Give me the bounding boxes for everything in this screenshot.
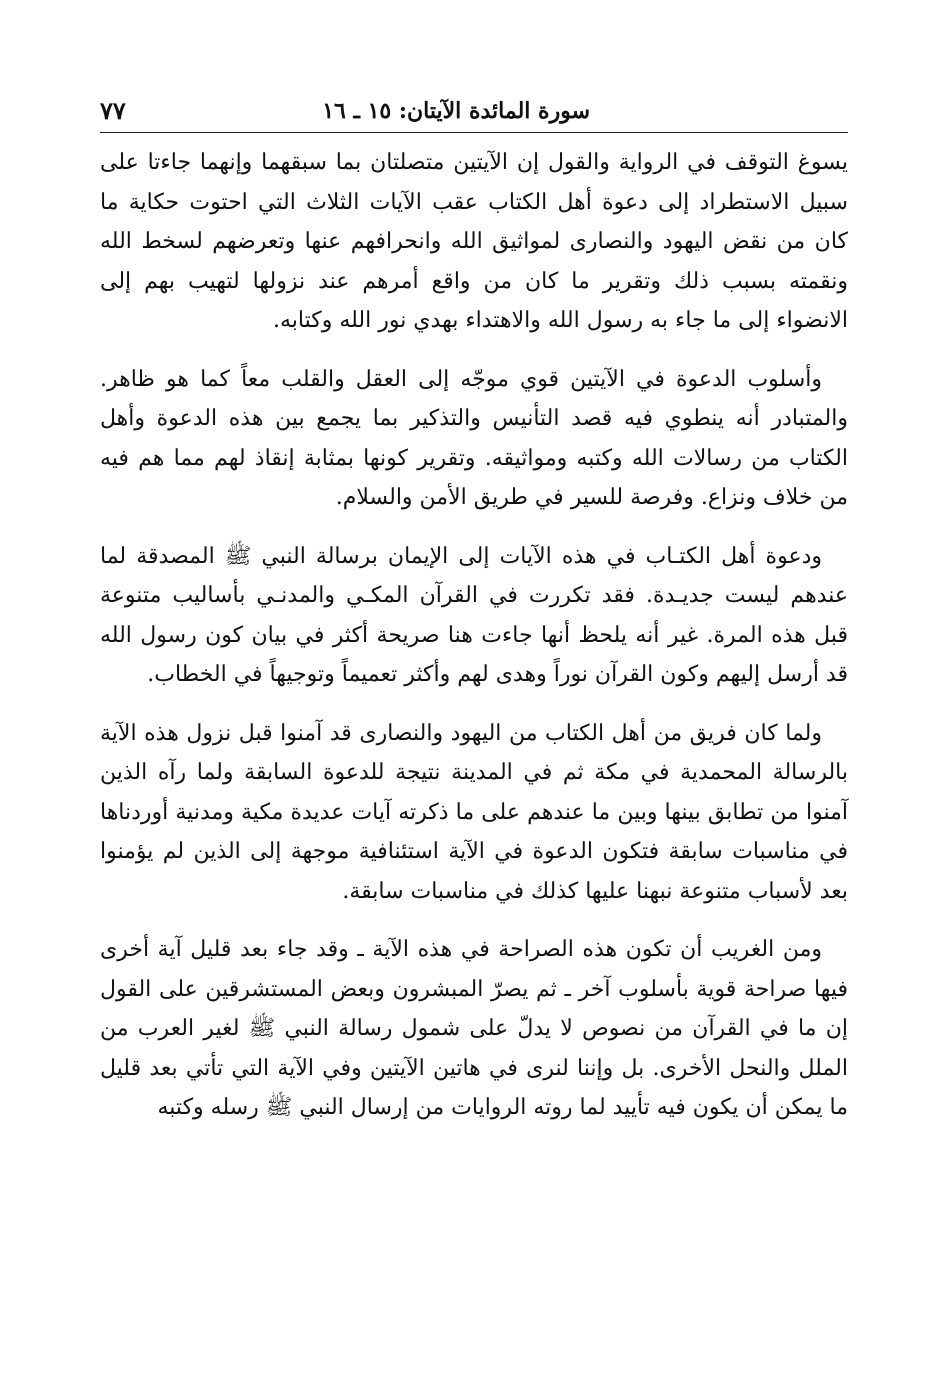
page-number: ٧٧ bbox=[100, 96, 126, 125]
paragraph-4: ولما كان فريق من أهل الكتاب من اليهود والنصارى قد آمنوا قبل نزول هذه الآية بالرسالة المحمدية في مكة ثم في المدينة نتيجة للدعوة السابقة ولما رآه الذين آمنوا من تطابق بينها وبين ما عندهم على ما ذكرته آيات عديدة مكية ومدنية أوردناها في مناسبات سابقة فتكون الدعوة في الآية استئنافية موجهة إلى الذين لم يؤمنوا بعد لأسباب متنوعة نبهنا عليها كذلك في مناسبات سابقة. bbox=[100, 720, 848, 904]
page bbox=[100, 92, 848, 1128]
body-text bbox=[100, 143, 848, 1128]
paragraph-1: يسوغ التوقف في الرواية والقول إن الآيتين متصلتان بما سبقهما وإنهما جاءتا على سبيل الاستطراد إلى دعوة أهل الكتاب عقب الآيات الثلاث التي احتوت حكاية ما كان من نقض اليهود والنصارى لمواثيق الله وانحرافهم عنها وتعرضهم لسخط الله ونقمته بسبب ذلك وتقرير ما كان من واقع أمرهم عند نزولها لتهيب بهم إلى الانضواء إلى ما جاء به رسول الله والاهتداء بهدي نور الله وكتابه. bbox=[100, 150, 848, 333]
paragraph-3: ودعوة أهل الكتـاب في هذه الآيات إلى الإيمان برسالة النبي ﷺ المصدقة لما عندهم ليست جديـدة. فقد تكررت في القرآن المكـي والمدنـي بأساليب متنوعة قبل هذه المرة. غير أنه يلحظ أنها جاءت هنا صريحة أكثر في بيان كون رسول الله قد أرسل إليهم وكون القرآن نوراً وهدى لهم وأكثر تعميماً وتوجيهاً في الخطاب. bbox=[100, 543, 848, 687]
surah-title: سورة المائدة الآيتان: ١٥ ـ ١٦ bbox=[322, 98, 590, 124]
paragraph-5: ومن الغريب أن تكون هذه الصراحة في هذه الآية ـ وقد جاء بعد قليل آية أخرى فيها صراحة قوية بأسلوب آخر ـ ثم يصرّ المبشرون وبعض المستشرقين على القول إن ما في القرآن من نصوص لا يدلّ على شمول رسالة النبي ﷺ لغير العرب من الملل والنحل الأخرى. بل وإننا لنرى في هاتين الآيتين وفي الآية التي تأتي بعد قليل ما يمكن أن يكون فيه تأييد لما روته الروايات من إرسال النبي ﷺ رسله وكتبه bbox=[100, 937, 848, 1120]
page-header bbox=[100, 92, 848, 133]
paragraph-2: وأسلوب الدعوة في الآيتين قوي موجّه إلى العقل والقلب معاً كما هو ظاهر. والمتبادر أنه ينطوي فيه قصد التأنيس والتذكير بما يجمع بين هذه الدعوة وأهل الكتاب من رسالات الله وكتبه ومواثيقه. وتقرير كونها بمثابة إنقاذ لهم مما هم فيه من خلاف ونزاع. وفرصة للسير في طريق الأمن والسلام. bbox=[100, 366, 848, 510]
